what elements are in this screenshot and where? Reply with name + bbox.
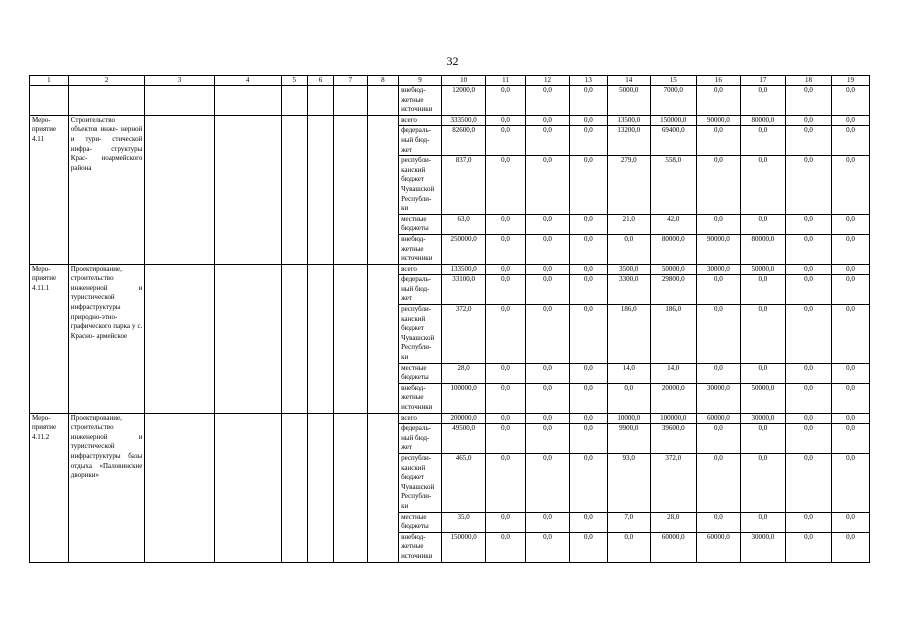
column-number: 8 — [367, 76, 398, 86]
column-number: 9 — [399, 76, 442, 86]
amount-cell: 80000,0 — [740, 234, 785, 264]
amount-cell: 0,0 — [832, 115, 870, 126]
amount-cell: 150000,0 — [442, 532, 486, 562]
amount-cell: 0,0 — [832, 383, 870, 413]
amount-cell: 0,0 — [607, 532, 650, 562]
amount-cell: 0,0 — [569, 363, 607, 383]
amount-cell: 0,0 — [486, 363, 526, 383]
amount-cell: 0,0 — [525, 115, 569, 126]
table-row — [30, 86, 870, 116]
amount-cell: 0,0 — [832, 424, 870, 454]
amount-cell: 0,0 — [740, 214, 785, 234]
measure-code — [30, 86, 69, 116]
amount-cell: 42,0 — [650, 214, 696, 234]
amount-cell: 0,0 — [740, 156, 785, 215]
amount-cell: 0,0 — [525, 86, 569, 116]
amount-cell: 0,0 — [740, 424, 785, 454]
measure-name: Проектирование, строительство инженерной и туристической инфраструктуры базы отдыха «Паловинские дворики» — [68, 413, 145, 562]
empty-cell — [334, 86, 368, 116]
amount-cell: 0,0 — [832, 264, 870, 275]
funding-source: республи- канский бюджет Чувашской Республи- ки — [399, 305, 442, 364]
amount-cell: 0,0 — [525, 214, 569, 234]
column-number: 4 — [214, 76, 281, 86]
empty-cell — [307, 86, 333, 116]
amount-cell: 0,0 — [486, 86, 526, 116]
amount-cell: 0,0 — [696, 512, 740, 532]
empty-cell — [334, 413, 368, 562]
amount-cell: 35,0 — [442, 512, 486, 532]
page-number: 32 — [446, 54, 459, 68]
column-number: 19 — [832, 76, 870, 86]
measure-code: Меро- приятие 4.11.2 — [30, 413, 69, 562]
amount-cell: 279,0 — [607, 156, 650, 215]
empty-cell — [281, 264, 307, 413]
amount-cell: 0,0 — [740, 453, 785, 512]
amount-cell: 0,0 — [486, 115, 526, 126]
amount-cell: 100000,0 — [650, 413, 696, 424]
column-number: 14 — [607, 76, 650, 86]
empty-cell — [334, 115, 368, 264]
amount-cell: 186,0 — [607, 305, 650, 364]
amount-cell: 0,0 — [486, 453, 526, 512]
amount-cell: 80000,0 — [650, 234, 696, 264]
amount-cell: 0,0 — [569, 214, 607, 234]
amount-cell: 0,0 — [569, 126, 607, 156]
amount-cell: 0,0 — [696, 275, 740, 305]
amount-cell: 30000,0 — [740, 413, 785, 424]
amount-cell: 333500,0 — [442, 115, 486, 126]
amount-cell: 49500,0 — [442, 424, 486, 454]
amount-cell: 0,0 — [785, 512, 831, 532]
funding-source: всего — [399, 413, 442, 424]
amount-cell: 0,0 — [486, 275, 526, 305]
amount-cell: 0,0 — [785, 115, 831, 126]
amount-cell: 13200,0 — [607, 126, 650, 156]
amount-cell: 0,0 — [569, 275, 607, 305]
amount-cell: 0,0 — [569, 413, 607, 424]
header-row — [30, 76, 870, 86]
amount-cell: 0,0 — [785, 453, 831, 512]
amount-cell: 82600,0 — [442, 126, 486, 156]
amount-cell: 0,0 — [569, 264, 607, 275]
table-row — [30, 413, 870, 424]
amount-cell: 0,0 — [607, 234, 650, 264]
amount-cell: 3500,0 — [607, 264, 650, 275]
amount-cell: 0,0 — [569, 424, 607, 454]
column-number: 1 — [30, 76, 69, 86]
amount-cell: 0,0 — [832, 363, 870, 383]
funding-source: республи- канский бюджет Чувашской Республи- ки — [399, 453, 442, 512]
amount-cell: 0,0 — [486, 214, 526, 234]
amount-cell: 465,0 — [442, 453, 486, 512]
amount-cell: 29800,0 — [650, 275, 696, 305]
amount-cell: 0,0 — [785, 383, 831, 413]
amount-cell: 90000,0 — [696, 115, 740, 126]
empty-cell — [145, 115, 214, 264]
amount-cell: 0,0 — [569, 86, 607, 116]
amount-cell: 0,0 — [486, 383, 526, 413]
amount-cell: 0,0 — [785, 363, 831, 383]
amount-cell: 0,0 — [740, 275, 785, 305]
amount-cell: 0,0 — [525, 234, 569, 264]
amount-cell: 0,0 — [696, 214, 740, 234]
amount-cell: 0,0 — [832, 86, 870, 116]
amount-cell: 0,0 — [525, 532, 569, 562]
funding-source: внебюд- жетные источники — [399, 532, 442, 562]
amount-cell: 0,0 — [832, 413, 870, 424]
amount-cell: 0,0 — [525, 413, 569, 424]
amount-cell: 0,0 — [832, 234, 870, 264]
funding-source: всего — [399, 264, 442, 275]
amount-cell: 0,0 — [525, 305, 569, 364]
amount-cell: 0,0 — [832, 126, 870, 156]
column-number: 12 — [525, 76, 569, 86]
column-number: 18 — [785, 76, 831, 86]
amount-cell: 558,0 — [650, 156, 696, 215]
amount-cell: 0,0 — [696, 305, 740, 364]
amount-cell: 0,0 — [785, 156, 831, 215]
amount-cell: 30000,0 — [740, 532, 785, 562]
budget-table — [29, 75, 870, 563]
amount-cell: 0,0 — [740, 86, 785, 116]
amount-cell: 0,0 — [569, 453, 607, 512]
amount-cell: 7,0 — [607, 512, 650, 532]
amount-cell: 0,0 — [486, 156, 526, 215]
amount-cell: 0,0 — [525, 363, 569, 383]
empty-cell — [367, 86, 398, 116]
column-number: 3 — [145, 76, 214, 86]
funding-source: федераль- ный бюд- жет — [399, 126, 442, 156]
amount-cell: 28,0 — [442, 363, 486, 383]
amount-cell: 5000,0 — [607, 86, 650, 116]
amount-cell: 50000,0 — [740, 383, 785, 413]
amount-cell: 0,0 — [785, 214, 831, 234]
amount-cell: 0,0 — [832, 214, 870, 234]
amount-cell: 0,0 — [785, 86, 831, 116]
amount-cell: 0,0 — [569, 512, 607, 532]
amount-cell: 0,0 — [525, 126, 569, 156]
amount-cell: 0,0 — [740, 305, 785, 364]
amount-cell: 0,0 — [696, 453, 740, 512]
amount-cell: 0,0 — [785, 264, 831, 275]
amount-cell: 0,0 — [486, 512, 526, 532]
empty-cell — [281, 413, 307, 562]
amount-cell: 50000,0 — [740, 264, 785, 275]
amount-cell: 63,0 — [442, 214, 486, 234]
amount-cell: 0,0 — [569, 234, 607, 264]
funding-source: внебюд- жетные источники — [399, 383, 442, 413]
amount-cell: 0,0 — [832, 453, 870, 512]
column-number: 5 — [281, 76, 307, 86]
amount-cell: 0,0 — [785, 413, 831, 424]
table-row — [30, 115, 870, 126]
amount-cell: 100000,0 — [442, 383, 486, 413]
amount-cell: 0,0 — [525, 275, 569, 305]
amount-cell: 0,0 — [525, 156, 569, 215]
column-number: 10 — [442, 76, 486, 86]
empty-cell — [307, 264, 333, 413]
measure-name — [68, 86, 145, 116]
amount-cell: 0,0 — [569, 115, 607, 126]
amount-cell: 0,0 — [486, 532, 526, 562]
amount-cell: 0,0 — [696, 86, 740, 116]
amount-cell: 0,0 — [696, 156, 740, 215]
amount-cell: 0,0 — [486, 424, 526, 454]
amount-cell: 0,0 — [785, 532, 831, 562]
amount-cell: 0,0 — [486, 234, 526, 264]
measure-code: Меро- приятие 4.11.1 — [30, 264, 69, 413]
column-number: 6 — [307, 76, 333, 86]
amount-cell: 69400,0 — [650, 126, 696, 156]
amount-cell: 0,0 — [486, 413, 526, 424]
amount-cell: 372,0 — [650, 453, 696, 512]
amount-cell: 0,0 — [785, 275, 831, 305]
amount-cell: 0,0 — [525, 424, 569, 454]
empty-cell — [214, 413, 281, 562]
funding-source: местные бюджеты — [399, 214, 442, 234]
column-number: 16 — [696, 76, 740, 86]
empty-cell — [145, 413, 214, 562]
amount-cell: 14,0 — [607, 363, 650, 383]
amount-cell: 93,0 — [607, 453, 650, 512]
amount-cell: 837,0 — [442, 156, 486, 215]
empty-cell — [367, 413, 398, 562]
empty-cell — [214, 86, 281, 116]
amount-cell: 3300,0 — [607, 275, 650, 305]
amount-cell: 0,0 — [696, 363, 740, 383]
amount-cell: 13500,0 — [607, 115, 650, 126]
measure-name: Строительство объектов инже- нерной и тури- стической инфра- структуры Крас- ноармейского района — [68, 115, 145, 264]
measure-code: Меро- приятие 4.11 — [30, 115, 69, 264]
funding-source: республи- канский бюджет Чувашской Республи- ки — [399, 156, 442, 215]
amount-cell: 0,0 — [740, 126, 785, 156]
amount-cell: 0,0 — [486, 126, 526, 156]
funding-source: федераль- ный бюд- жет — [399, 275, 442, 305]
amount-cell: 0,0 — [569, 156, 607, 215]
amount-cell: 21,0 — [607, 214, 650, 234]
column-number: 7 — [334, 76, 368, 86]
column-number: 2 — [68, 76, 145, 86]
amount-cell: 20000,0 — [650, 383, 696, 413]
amount-cell: 372,0 — [442, 305, 486, 364]
empty-cell — [334, 264, 368, 413]
amount-cell: 0,0 — [740, 363, 785, 383]
funding-source: внебюд- жетные источники — [399, 234, 442, 264]
empty-cell — [214, 115, 281, 264]
amount-cell: 14,0 — [650, 363, 696, 383]
amount-cell: 0,0 — [785, 126, 831, 156]
funding-source: местные бюджеты — [399, 512, 442, 532]
amount-cell: 0,0 — [525, 383, 569, 413]
amount-cell: 0,0 — [696, 424, 740, 454]
funding-source: федераль- ный бюд- жет — [399, 424, 442, 454]
amount-cell: 150000,0 — [650, 115, 696, 126]
column-number: 11 — [486, 76, 526, 86]
column-number: 13 — [569, 76, 607, 86]
empty-cell — [307, 413, 333, 562]
amount-cell: 0,0 — [832, 275, 870, 305]
amount-cell: 133500,0 — [442, 264, 486, 275]
amount-cell: 0,0 — [486, 305, 526, 364]
amount-cell: 200000,0 — [442, 413, 486, 424]
empty-cell — [281, 115, 307, 264]
amount-cell: 0,0 — [569, 532, 607, 562]
amount-cell: 0,0 — [832, 532, 870, 562]
amount-cell: 0,0 — [525, 512, 569, 532]
empty-cell — [145, 86, 214, 116]
amount-cell: 33100,0 — [442, 275, 486, 305]
amount-cell: 30000,0 — [696, 383, 740, 413]
table-row — [30, 264, 870, 275]
empty-cell — [367, 115, 398, 264]
measure-name: Проектирование, строительство инженерной и туристической инфраструктуры природно-этно- графического парка у с. Красно- армейское — [68, 264, 145, 413]
column-number: 15 — [650, 76, 696, 86]
amount-cell: 186,0 — [650, 305, 696, 364]
funding-source: всего — [399, 115, 442, 126]
amount-cell: 0,0 — [832, 512, 870, 532]
empty-cell — [214, 264, 281, 413]
amount-cell: 50000,0 — [650, 264, 696, 275]
empty-cell — [307, 115, 333, 264]
amount-cell: 90000,0 — [696, 234, 740, 264]
funding-source: внебюд- жетные источники — [399, 86, 442, 116]
amount-cell: 0,0 — [607, 383, 650, 413]
empty-cell — [145, 264, 214, 413]
amount-cell: 250000,0 — [442, 234, 486, 264]
amount-cell: 12000,0 — [442, 86, 486, 116]
amount-cell: 0,0 — [785, 305, 831, 364]
column-number: 17 — [740, 76, 785, 86]
amount-cell: 30000,0 — [696, 264, 740, 275]
amount-cell: 0,0 — [785, 234, 831, 264]
funding-source: местные бюджеты — [399, 363, 442, 383]
amount-cell: 7000,0 — [650, 86, 696, 116]
amount-cell: 28,0 — [650, 512, 696, 532]
amount-cell: 10000,0 — [607, 413, 650, 424]
amount-cell: 0,0 — [832, 305, 870, 364]
amount-cell: 0,0 — [569, 383, 607, 413]
amount-cell: 0,0 — [740, 512, 785, 532]
empty-cell — [281, 86, 307, 116]
amount-cell: 39600,0 — [650, 424, 696, 454]
amount-cell: 60000,0 — [696, 532, 740, 562]
amount-cell: 0,0 — [696, 126, 740, 156]
amount-cell: 60000,0 — [696, 413, 740, 424]
amount-cell: 0,0 — [832, 156, 870, 215]
amount-cell: 9900,0 — [607, 424, 650, 454]
amount-cell: 0,0 — [525, 264, 569, 275]
amount-cell: 0,0 — [525, 453, 569, 512]
amount-cell: 0,0 — [486, 264, 526, 275]
amount-cell: 0,0 — [785, 424, 831, 454]
amount-cell: 80000,0 — [740, 115, 785, 126]
empty-cell — [367, 264, 398, 413]
amount-cell: 0,0 — [569, 305, 607, 364]
amount-cell: 60000,0 — [650, 532, 696, 562]
